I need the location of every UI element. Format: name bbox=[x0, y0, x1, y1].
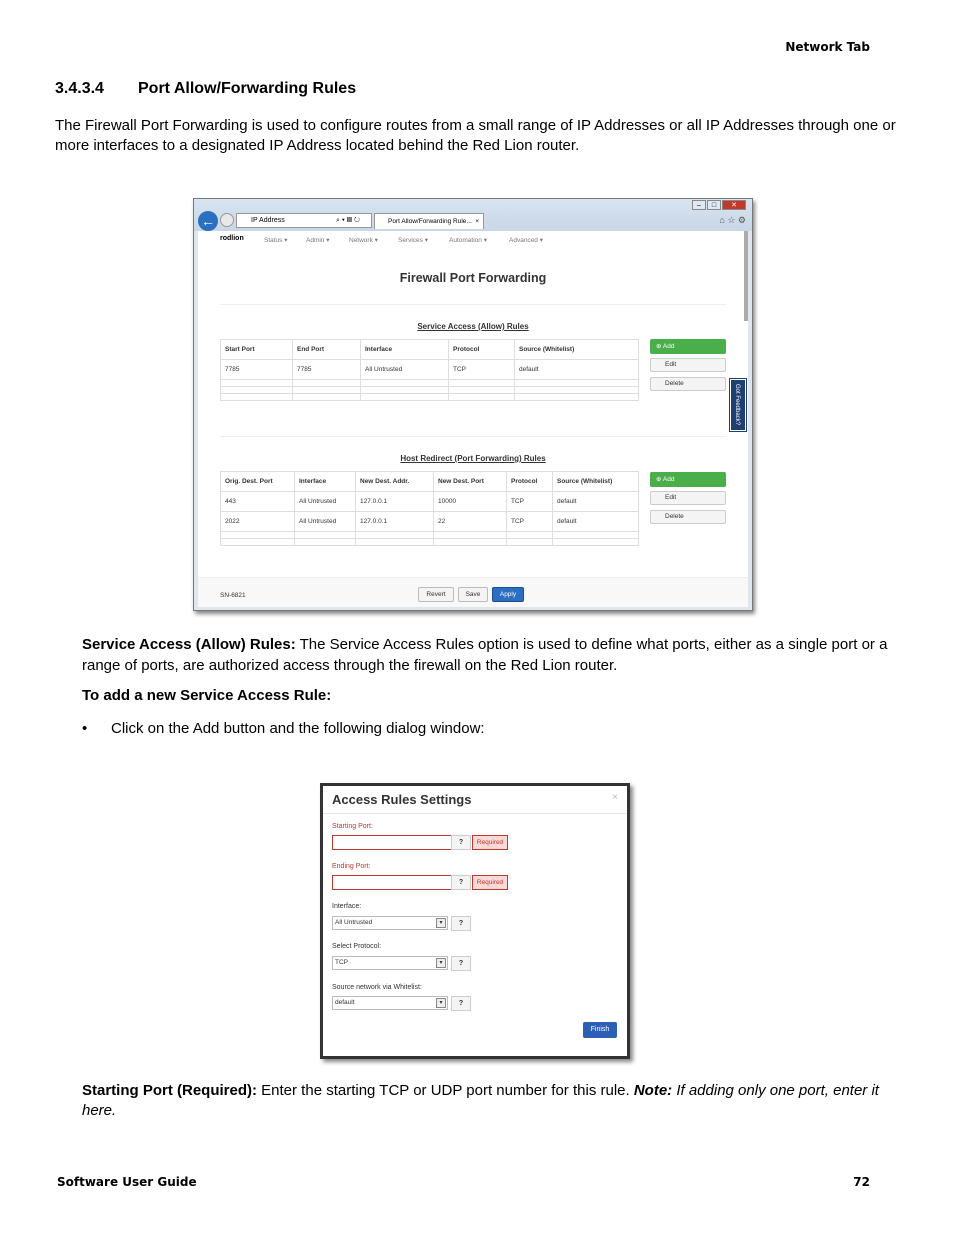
source-label: Source network via Whitelist: bbox=[332, 984, 422, 991]
help-icon[interactable]: ? bbox=[451, 996, 471, 1011]
column-header: Orig. Dest. Port bbox=[221, 472, 295, 492]
empty-row bbox=[221, 387, 639, 394]
column-header: New Dest. Addr. bbox=[356, 472, 434, 492]
browser-titlebar bbox=[194, 199, 752, 231]
table-cell: default bbox=[515, 360, 639, 380]
revert-button[interactable]: Revert bbox=[418, 587, 454, 602]
divider bbox=[220, 304, 726, 305]
tab-close-icon[interactable]: × bbox=[475, 218, 479, 225]
empty-row bbox=[221, 532, 639, 539]
browser-window bbox=[193, 198, 753, 611]
finish-button[interactable]: Finish bbox=[583, 1022, 617, 1038]
minimize-icon[interactable]: – bbox=[692, 200, 706, 210]
empty-row bbox=[221, 394, 639, 401]
delete-host-button[interactable]: Delete bbox=[650, 510, 726, 524]
table-header-row bbox=[221, 340, 639, 360]
running-header: Network Tab bbox=[785, 40, 870, 54]
chevron-down-icon: ▾ bbox=[436, 958, 446, 968]
column-header: Interface bbox=[295, 472, 356, 492]
protocol-select[interactable] bbox=[332, 956, 448, 970]
interface-value: All Untrusted bbox=[335, 919, 373, 926]
table-cell: 22 bbox=[434, 512, 507, 532]
column-header: Interface bbox=[361, 340, 449, 360]
table-cell: 10000 bbox=[434, 492, 507, 512]
table-cell: 443 bbox=[221, 492, 295, 512]
table-cell: 7785 bbox=[293, 360, 361, 380]
toolbar-icons[interactable]: ⌂ ☆ ⚙ bbox=[719, 215, 746, 225]
serial-number: SN-6821 bbox=[220, 592, 246, 599]
table-cell: 7785 bbox=[221, 360, 293, 380]
column-header: Source (Whitelist) bbox=[553, 472, 639, 492]
intro-paragraph: The Firewall Port Forwarding is used to configure routes from a small range of IP Addresses or all IP Addresses through one or more interfaces to a designated IP Address located behind the Red Lion router. bbox=[55, 117, 896, 154]
close-icon[interactable]: ✕ bbox=[722, 200, 746, 210]
dialog-title: Access Rules Settings bbox=[332, 792, 472, 807]
note-label: Note: bbox=[633, 1082, 673, 1099]
required-badge: Required bbox=[472, 835, 508, 850]
bullet-text: Click on the Add button and the following dialog window: bbox=[111, 720, 485, 737]
starting-port-paragraph bbox=[82, 1081, 912, 1121]
nav-status-label: Status bbox=[264, 237, 283, 244]
help-icon[interactable]: ? bbox=[451, 916, 471, 931]
page-content bbox=[198, 231, 748, 607]
table-cell: 127.0.0.1 bbox=[356, 492, 434, 512]
table-cell: All Untrusted bbox=[295, 512, 356, 532]
chevron-down-icon: ▾ bbox=[436, 998, 446, 1008]
page-footer-bar bbox=[198, 577, 748, 607]
address-bar-icons[interactable]: ⌕ ▾ ▤ ↻ bbox=[336, 217, 360, 224]
starting-port-term: Starting Port (Required): bbox=[82, 1082, 257, 1099]
divider bbox=[323, 813, 627, 814]
nav-network[interactable]: Network ▾ bbox=[349, 237, 378, 244]
table-row[interactable] bbox=[221, 512, 639, 532]
table-cell: default bbox=[553, 512, 639, 532]
page-number: 72 bbox=[853, 1175, 870, 1189]
save-button[interactable]: Save bbox=[458, 587, 488, 602]
bullet-icon: • bbox=[82, 720, 88, 737]
edit-host-button[interactable]: Edit bbox=[650, 491, 726, 505]
protocol-label: Select Protocol: bbox=[332, 943, 382, 950]
interface-label: Interface: bbox=[332, 903, 362, 910]
forward-icon[interactable] bbox=[220, 213, 234, 227]
add-rule-heading: To add a new Service Access Rule: bbox=[82, 687, 332, 704]
table-cell: TCP bbox=[449, 360, 515, 380]
service-access-paragraph bbox=[82, 634, 912, 676]
footer-title: Software User Guide bbox=[57, 1175, 197, 1189]
access-rules-dialog-screenshot bbox=[320, 783, 630, 1059]
help-icon[interactable]: ? bbox=[451, 956, 471, 971]
section-number: 3.4.3.4 bbox=[55, 80, 104, 97]
column-header: Start Port bbox=[221, 340, 293, 360]
nav-automation[interactable]: Automation ▾ bbox=[449, 237, 487, 244]
service-rules-table bbox=[220, 339, 639, 401]
add-host-button[interactable]: ⊕ Add bbox=[650, 472, 726, 487]
nav-services[interactable]: Services ▾ bbox=[398, 237, 429, 244]
nav-status[interactable]: Status ▾ bbox=[264, 237, 288, 244]
browser-tab[interactable] bbox=[374, 213, 484, 229]
note-text: If adding only one port, enter it here. bbox=[82, 1082, 879, 1119]
table-cell: 2022 bbox=[221, 512, 295, 532]
nav-advanced-label: Advanced bbox=[509, 237, 538, 244]
red-lion-logo: rodlion bbox=[220, 235, 244, 242]
top-nav bbox=[198, 231, 744, 249]
host-table-title: Host Redirect (Port Forwarding) Rules bbox=[400, 454, 546, 463]
service-table-title: Service Access (Allow) Rules bbox=[417, 322, 529, 331]
back-icon[interactable]: ← bbox=[198, 211, 218, 231]
starting-port-input[interactable] bbox=[332, 835, 452, 850]
table-cell: default bbox=[553, 492, 639, 512]
table-header-row bbox=[221, 472, 639, 492]
bullet-item bbox=[82, 720, 485, 737]
add-label: Add bbox=[662, 343, 675, 350]
edit-service-button[interactable]: Edit bbox=[650, 358, 726, 372]
required-badge: Required bbox=[472, 875, 508, 890]
apply-button[interactable]: Apply bbox=[492, 587, 524, 602]
source-value: default bbox=[335, 999, 355, 1006]
section-title: Port Allow/Forwarding Rules bbox=[138, 80, 357, 97]
help-icon[interactable]: ? bbox=[451, 875, 471, 890]
empty-row bbox=[221, 539, 639, 546]
nav-admin-label: Admin bbox=[306, 237, 325, 244]
help-icon[interactable]: ? bbox=[451, 835, 471, 850]
nav-admin[interactable]: Admin ▾ bbox=[306, 237, 330, 244]
address-bar[interactable]: IP Address bbox=[236, 213, 372, 228]
add-label: Add bbox=[662, 476, 675, 483]
table-cell: All Untrusted bbox=[295, 492, 356, 512]
access-rules-dialog bbox=[320, 783, 630, 1059]
empty-row bbox=[221, 380, 639, 387]
maximize-icon[interactable]: □ bbox=[707, 200, 721, 210]
chevron-down-icon: ▾ bbox=[436, 918, 446, 928]
ending-port-input[interactable] bbox=[332, 875, 452, 890]
interface-select[interactable] bbox=[332, 916, 448, 930]
page-title: Firewall Port Forwarding bbox=[399, 271, 547, 285]
ending-port-label: Ending Port: bbox=[332, 863, 371, 870]
starting-port-text: Enter the starting TCP or UDP port number for this rule. bbox=[257, 1082, 634, 1099]
protocol-value: TCP bbox=[335, 959, 348, 966]
nav-automation-label: Automation bbox=[449, 237, 482, 244]
table-row[interactable] bbox=[221, 492, 639, 512]
service-access-text: The Service Access Rules option is used to define what ports, either as a single port or a range of ports, are authorized access through the firewall on the Red Lion router. bbox=[82, 636, 888, 674]
divider bbox=[220, 436, 726, 437]
starting-port-label: Starting Port: bbox=[332, 823, 373, 830]
add-service-button[interactable]: ⊕ Add bbox=[650, 339, 726, 354]
service-access-label: Service Access (Allow) Rules: bbox=[82, 636, 296, 653]
dialog-close-icon[interactable]: × bbox=[612, 792, 618, 803]
table-cell: All Untrusted bbox=[361, 360, 449, 380]
feedback-tab[interactable]: Got Feedback? bbox=[730, 379, 746, 431]
nav-network-label: Network bbox=[349, 237, 373, 244]
firewall-screenshot bbox=[193, 198, 753, 611]
column-header: Protocol bbox=[507, 472, 553, 492]
nav-services-label: Services bbox=[398, 237, 423, 244]
nav-advanced[interactable]: Advanced ▾ bbox=[509, 237, 543, 244]
tab-title: Port Allow/Forwarding Rule... bbox=[388, 218, 472, 225]
host-redirect-table bbox=[220, 471, 639, 546]
column-header: End Port bbox=[293, 340, 361, 360]
table-cell: TCP bbox=[507, 512, 553, 532]
source-select[interactable] bbox=[332, 996, 448, 1010]
column-header: Protocol bbox=[449, 340, 515, 360]
table-row[interactable] bbox=[221, 360, 639, 380]
delete-service-button[interactable]: Delete bbox=[650, 377, 726, 391]
table-cell: TCP bbox=[507, 492, 553, 512]
column-header: Source (Whitelist) bbox=[515, 340, 639, 360]
table-cell: 127.0.0.1 bbox=[356, 512, 434, 532]
column-header: New Dest. Port bbox=[434, 472, 507, 492]
